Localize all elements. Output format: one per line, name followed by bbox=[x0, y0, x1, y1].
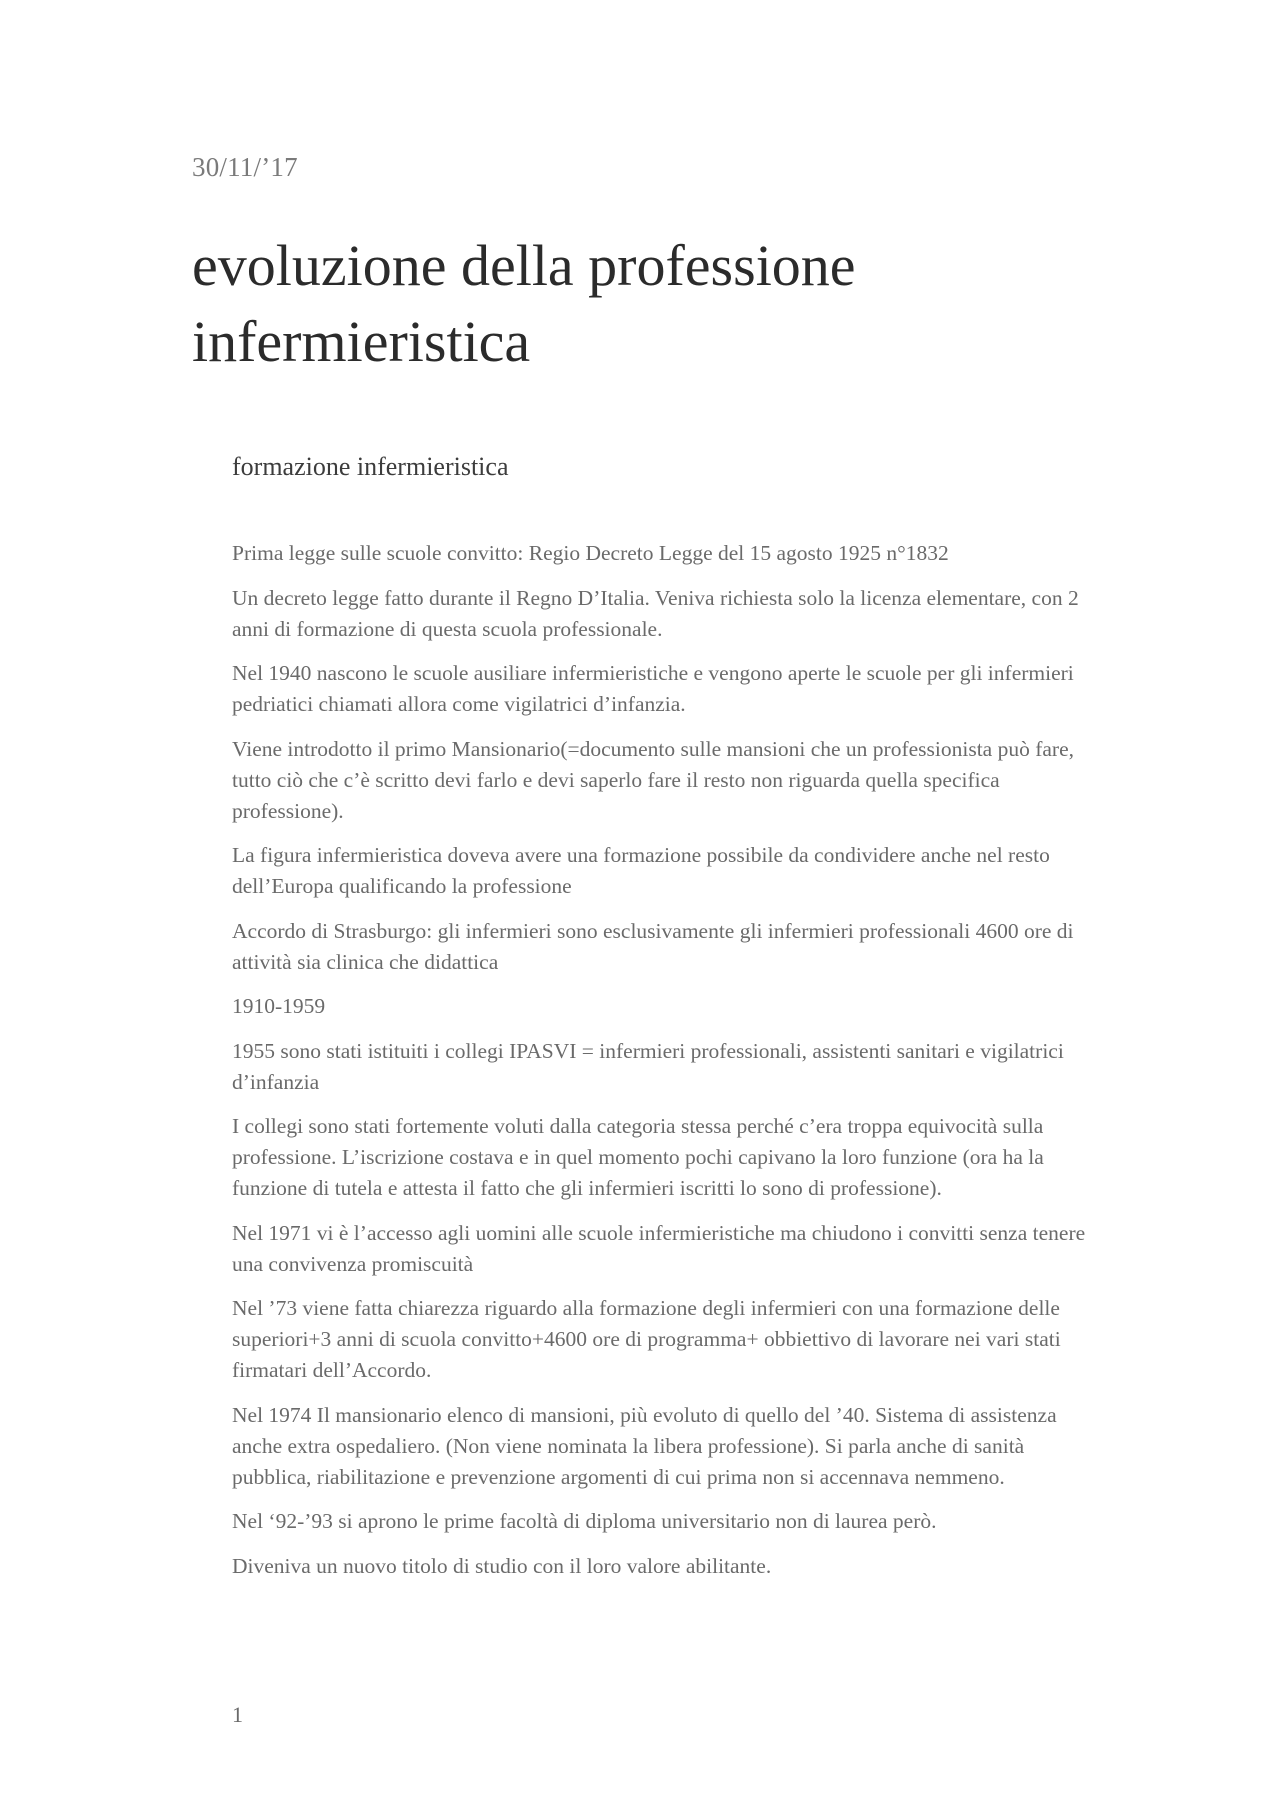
paragraph: Diveniva un nuovo titolo di studio con il loro valore abilitante. bbox=[232, 1553, 772, 1578]
paragraph: Nel 1940 nascono le scuole ausiliare infermieristiche e vengono aperte le scuole per gli infermieri pedriatici chiamati allora come vigilatrici d’infanzia. bbox=[232, 661, 1074, 716]
paragraph: Nel 1974 Il mansionario elenco di mansioni, più evoluto di quello del ’40. Sistema di assistenza anche extra ospedaliero. (Non viene nominata la libera professione). Si parla anche di sanità pubblica, riabilitazione e prevenzione argomenti di cui prima non si accennava nemmeno. bbox=[232, 1402, 1057, 1489]
body-text bbox=[232, 538, 1092, 1595]
section-heading: formazione infermieristica bbox=[232, 452, 509, 481]
paragraph: 1910-1959 bbox=[232, 994, 326, 1018]
paragraph: 1955 sono stati istituiti i collegi IPASVI = infermieri professionali, assistenti sanitari e vigilatrici d’infanzia bbox=[232, 1038, 1064, 1094]
document-title: evoluzione della professione infermieristica bbox=[192, 233, 856, 374]
paragraph: La figura infermieristica doveva avere una formazione possibile da condividere anche nel resto dell’Europa qualificando la professione bbox=[232, 843, 1050, 898]
document-date: 30/11/’17 bbox=[192, 152, 298, 182]
paragraph: Prima legge sulle scuole convitto: Regio Decreto Legge del 15 agosto 1925 n°1832 bbox=[232, 541, 949, 565]
paragraph: Nel ‘92-’93 si aprono le prime facoltà di diploma universitario non di laurea però. bbox=[232, 1509, 937, 1533]
paragraph: I collegi sono stati fortemente voluti dalla categoria stessa perché c’era troppa equivocità sulla professione. L’iscrizione costava e in quel momento pochi capivano la loro funzione (ora ha la funzione di tutela e attesta il fatto che gli infermieri iscritti lo sono di professione). bbox=[232, 1114, 1044, 1200]
paragraph: Un decreto legge fatto durante il Regno D’Italia. Veniva richiesta solo la licenza elementare, con 2 anni di formazione di questa scuola professionale. bbox=[232, 585, 1079, 641]
paragraph: Accordo di Strasburgo: gli infermieri sono esclusivamente gli infermieri professionali 4600 ore di attività sia clinica che didattica bbox=[232, 918, 1074, 974]
page-number: 1 bbox=[232, 1702, 243, 1727]
paragraph: Nel 1971 vi è l’accesso agli uomini alle scuole infermieristiche ma chiudono i convitti senza tenere una convivenza promiscuità bbox=[232, 1220, 1086, 1276]
paragraph: Viene introdotto il primo Mansionario(=documento sulle mansioni che un professionista può fare, tutto ciò che c’è scritto devi farlo e devi saperlo fare il resto non riguarda quella specifica professione). bbox=[232, 736, 1074, 823]
paragraph: Nel ’73 viene fatta chiarezza riguardo alla formazione degli infermieri con una formazione delle superiori+3 anni di scuola convitto+4600 ore di programma+ obbiettivo di lavorare nei vari stati firmatari dell’Accordo. bbox=[232, 1296, 1061, 1382]
